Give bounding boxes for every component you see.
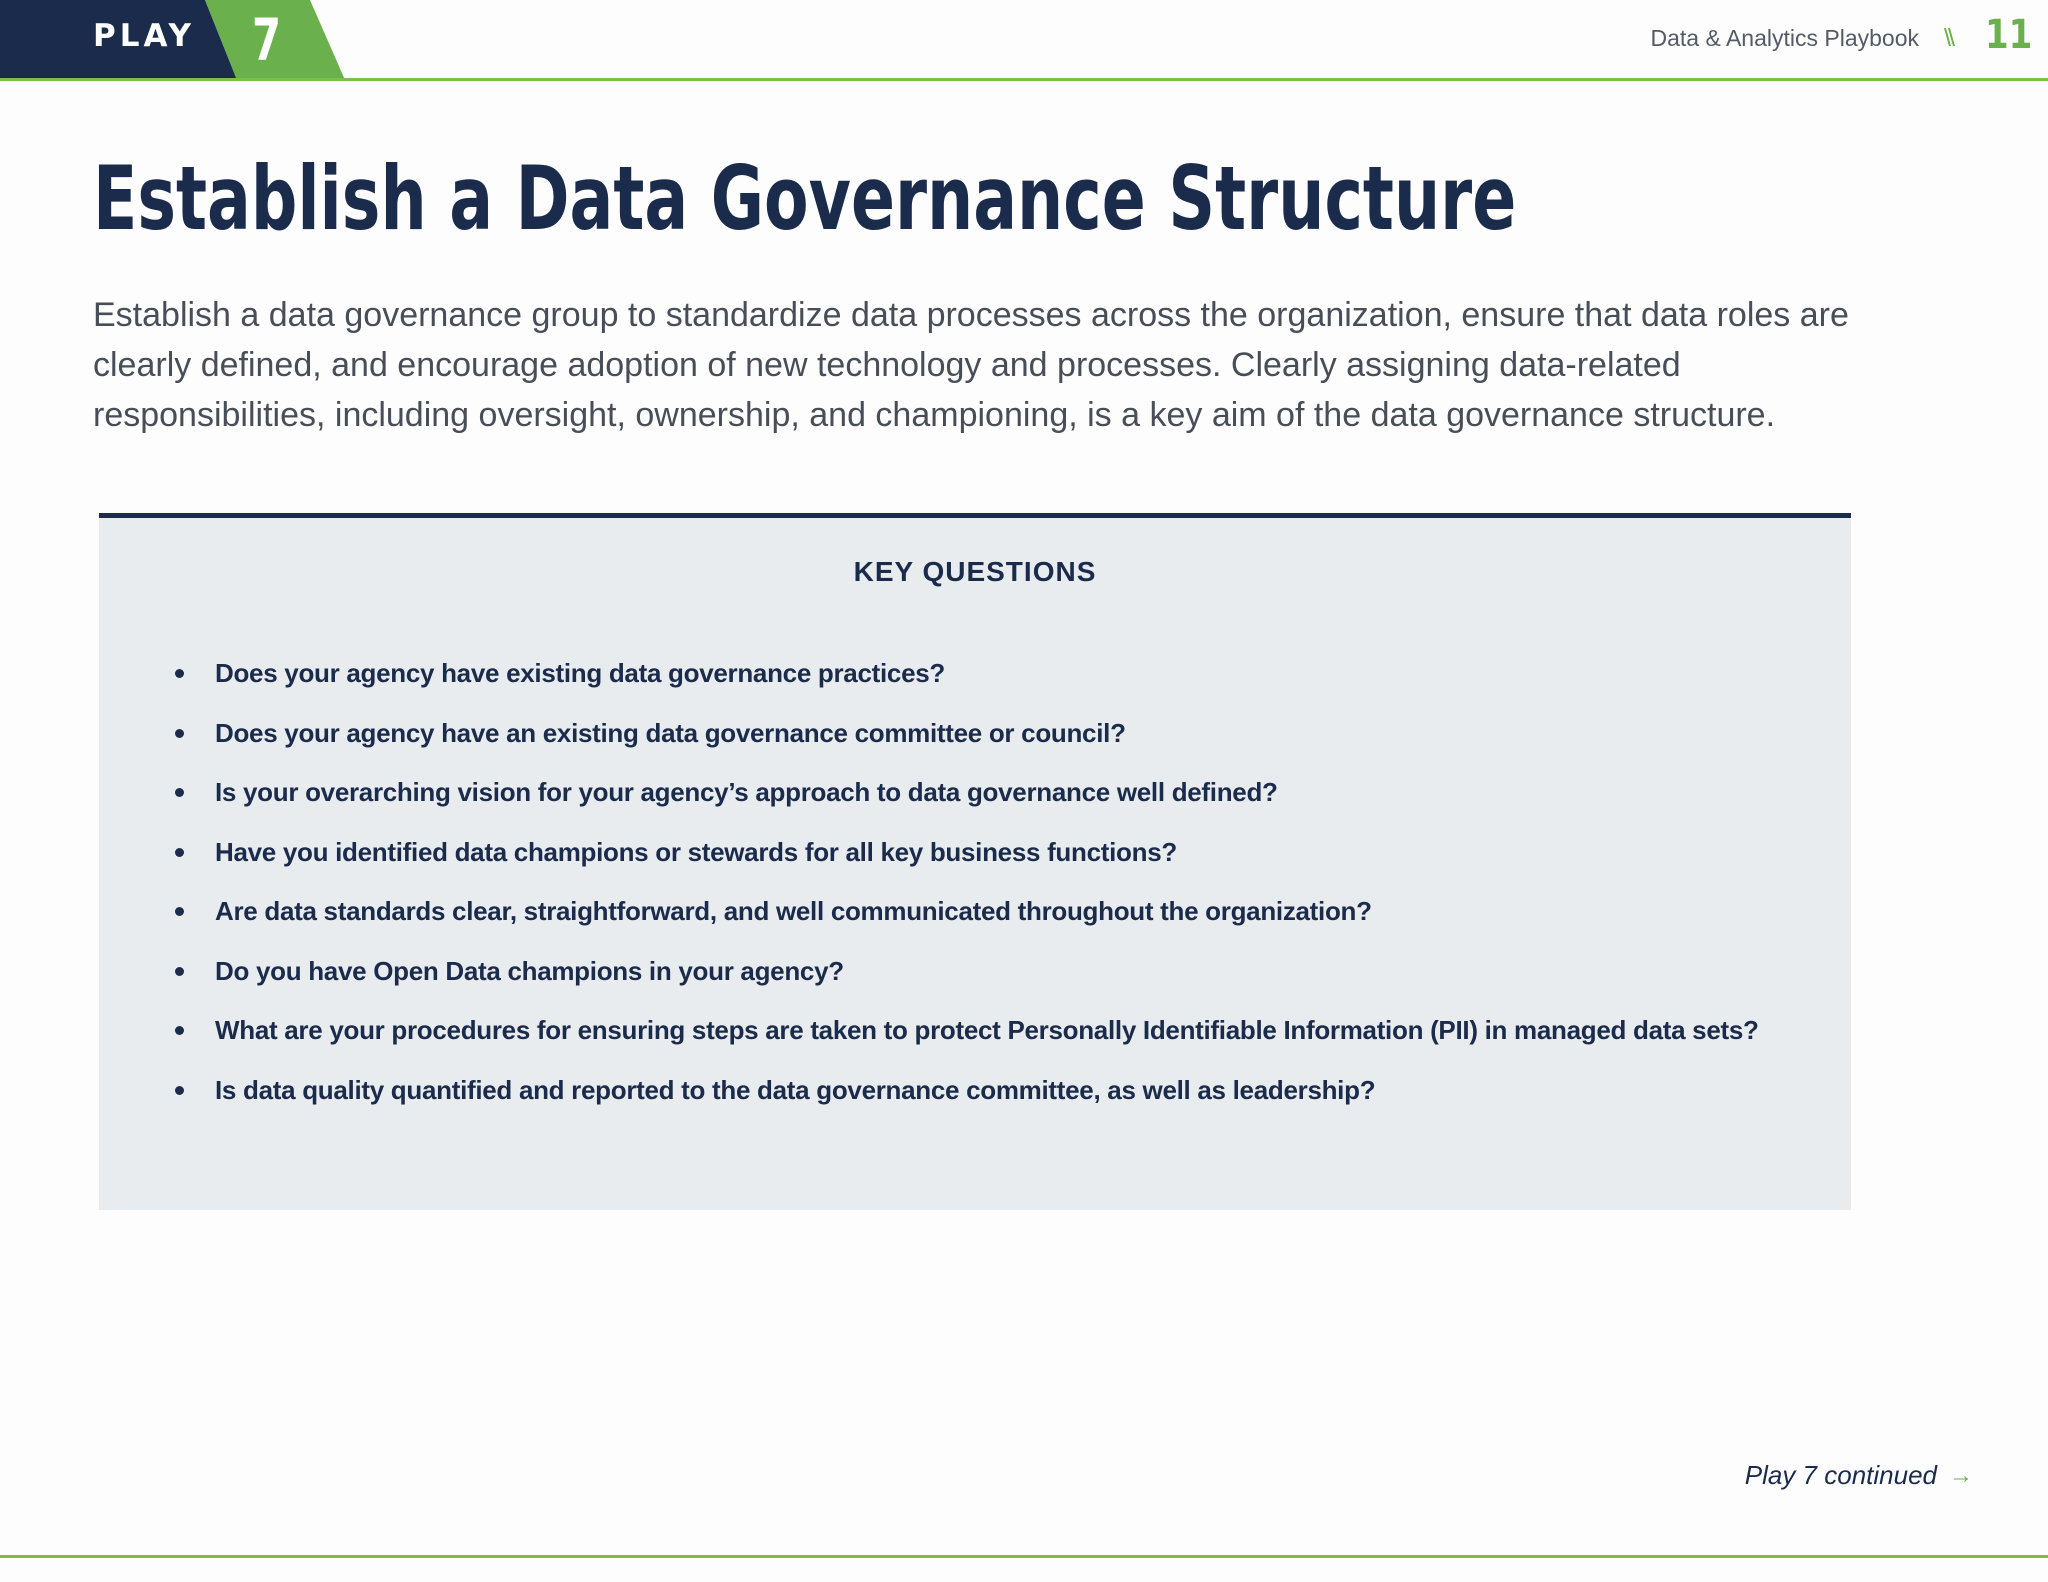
key-questions-box xyxy=(99,513,1851,1210)
play-number: 7 xyxy=(252,6,282,74)
play-banner xyxy=(0,0,350,80)
list-item xyxy=(175,773,1759,833)
bullet-icon xyxy=(175,907,184,916)
bullet-icon xyxy=(175,1026,184,1035)
play-label: PLAY xyxy=(93,18,195,54)
bullet-icon xyxy=(175,729,184,738)
page-number: 11 xyxy=(1985,12,2033,58)
header-separator: \\ xyxy=(1944,24,1952,52)
list-item xyxy=(175,1011,1759,1071)
question-text: Does your agency have an existing data governance committee or council? xyxy=(215,717,1126,748)
key-questions-list xyxy=(175,654,1759,1130)
bullet-icon xyxy=(175,788,184,797)
bullet-icon xyxy=(175,669,184,678)
question-text: What are your procedures for ensuring steps are taken to protect Personally Identifiable Information (PII) in managed data sets? xyxy=(215,1015,1759,1045)
question-text: Do you have Open Data champions in your agency? xyxy=(215,955,844,986)
question-text: Have you identified data champions or stewards for all key business functions? xyxy=(215,836,1177,867)
bullet-icon xyxy=(175,1086,184,1095)
list-item xyxy=(175,833,1759,893)
question-text: Does your agency have existing data governance practices? xyxy=(215,658,945,688)
list-item xyxy=(175,1071,1759,1131)
bullet-icon xyxy=(175,848,184,857)
key-questions-heading: KEY QUESTIONS xyxy=(853,556,1097,587)
footer-rule xyxy=(0,1555,2048,1558)
page-header xyxy=(0,0,2048,80)
list-item xyxy=(175,892,1759,952)
list-item xyxy=(175,714,1759,774)
arrow-right-icon: → xyxy=(1949,1461,1973,1489)
list-item xyxy=(175,654,1759,714)
header-rule xyxy=(0,78,2048,81)
list-item xyxy=(175,952,1759,1012)
continued-label: Play 7 continued xyxy=(1744,1460,1937,1490)
document-title: Data & Analytics Playbook xyxy=(1650,25,1919,51)
intro-paragraph: Establish a data governance group to standardize data processes across the organization, ensure that data roles are clearly defined, and encourage adoption of new technology and processes. Clearly assigning data-related responsibilities, including oversight, ownership, and championing, is a key aim of the data governance structure. xyxy=(93,296,1849,434)
bullet-icon xyxy=(175,967,184,976)
question-text: Is data quality quantified and reported to the data governance committee, as well as leadership? xyxy=(215,1074,1376,1105)
page-title: Establish a Data Governance Structure xyxy=(93,147,1517,250)
continued-link[interactable] xyxy=(1745,1460,1973,1491)
question-text: Are data standards clear, straightforward, and well communicated throughout the organization? xyxy=(215,896,1372,926)
question-text: Is your overarching vision for your agency’s approach to data governance well defined? xyxy=(215,777,1278,807)
